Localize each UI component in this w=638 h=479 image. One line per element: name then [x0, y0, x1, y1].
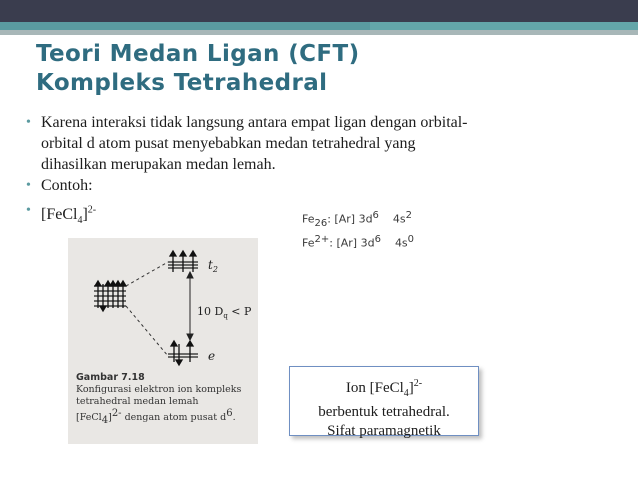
caption-line-3: [FeCl$_4$]$^{2-}$ dengan atom pusat $d^6$.	[76, 408, 236, 427]
title-line-1: Teori Medan Ligan (CFT)	[36, 41, 360, 67]
bullet-text-line-2: orbital d atom pusat menyebabkan medan tetrahedral yang	[41, 135, 416, 152]
bullet-text-line-1: Karena interaksi tidak langsung antara empat ligan dengan orbital-	[41, 114, 468, 131]
slide-title	[36, 40, 360, 98]
callout-line-2: berbentuk tetrahedral.	[318, 404, 450, 420]
connector-lines	[126, 262, 168, 356]
callout-line-3: Sifat paramagnetik	[327, 423, 441, 439]
title-line-2: Kompleks Tetrahedral	[36, 70, 328, 96]
splitting-label: 10 $D_q < P$	[197, 305, 252, 320]
bullet-text-line-3: dihasilkan merupakan medan lemah.	[41, 156, 276, 173]
config-element: Fe	[302, 236, 315, 250]
header-bar-grey	[0, 30, 638, 35]
electron-configuration	[302, 205, 414, 255]
bullet-item-example	[26, 175, 606, 196]
bullet-dot-icon: •	[26, 203, 31, 218]
bullet-dot-icon: •	[26, 115, 31, 130]
figure-caption	[76, 372, 258, 427]
e-levels	[168, 354, 198, 357]
config-core: : [Ar] 3d	[327, 212, 373, 226]
formula-sub: 4	[77, 215, 83, 227]
config-s: 4s	[394, 236, 408, 250]
config-core: : [Ar] 3d	[329, 236, 375, 250]
bullet-dot-icon: •	[26, 178, 31, 193]
header-bar-dark	[0, 0, 638, 22]
splitting-diagram	[68, 238, 258, 368]
config-row-fe2	[302, 229, 414, 255]
config-s-count: 0	[407, 233, 415, 245]
e-label: e	[208, 349, 216, 363]
callout-line-1: Ion [FeCl$_4$]$^{2-}$	[345, 378, 423, 399]
formula-suffix: ]	[82, 206, 88, 224]
bullet-text-example: Contoh:	[41, 177, 93, 194]
config-element: Fe	[302, 212, 315, 226]
config-s: 4s	[392, 212, 406, 226]
formula-prefix: [FeCl	[41, 206, 78, 224]
bullet-item-explanation	[26, 112, 606, 175]
e-electrons	[171, 341, 193, 365]
config-atomic-number: 26	[314, 217, 328, 229]
config-d-count: 6	[374, 233, 381, 245]
config-s-count: 2	[405, 210, 413, 221]
caption-line-2: tetrahedral medan lemah	[76, 396, 199, 407]
callout-box	[289, 366, 479, 439]
energy-diagram-image	[68, 238, 258, 444]
header-bar-teal-accent	[370, 22, 638, 30]
config-d-count: 6	[372, 210, 379, 221]
caption-line-1: Konfigurasi elektron ion kompleks	[76, 384, 242, 395]
formula-charge: 2-	[87, 205, 97, 216]
caption-title: Gambar 7.18	[76, 372, 145, 383]
complex-formula	[41, 205, 97, 227]
config-charge: 2+	[314, 233, 330, 245]
splitting-arrow	[187, 272, 193, 340]
free-ion-levels	[94, 286, 126, 306]
t2-label: $t_2$	[208, 258, 218, 274]
